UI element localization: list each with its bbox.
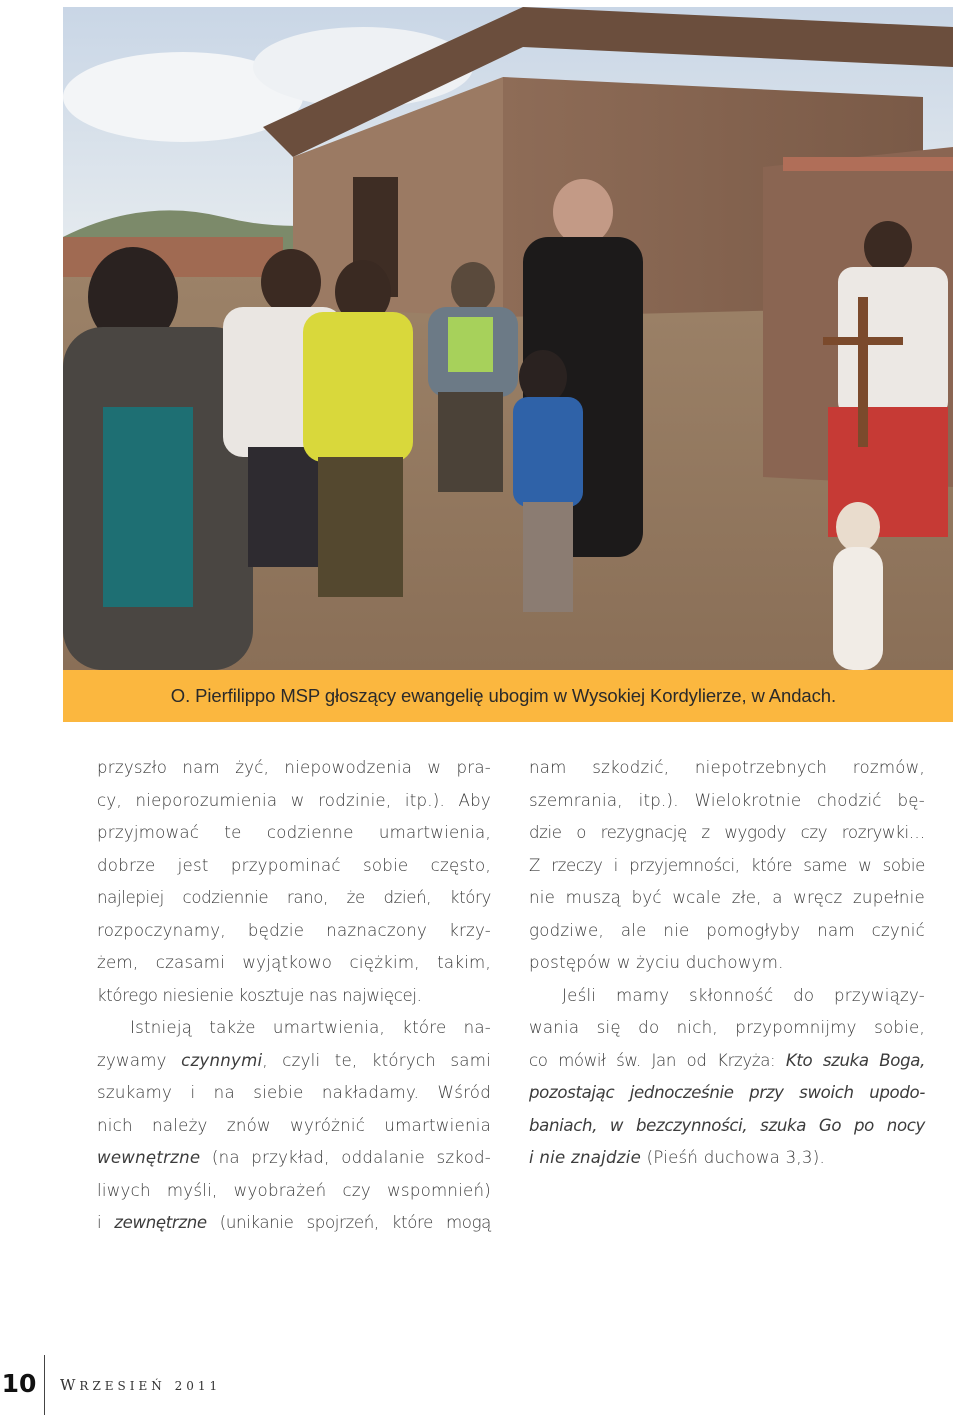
photo-image (63, 7, 953, 670)
paragraph-line (97, 1045, 491, 1078)
paragraph-line: wania się do nich, przypomnijmy sobie, (529, 1018, 925, 1037)
article-column-right (529, 752, 925, 1175)
paragraph-line: Jeśli mamy skłonność do przywiązy- (562, 985, 925, 1005)
article-photo (63, 7, 953, 670)
text-span: zywamy (97, 1050, 182, 1070)
paragraph-line: cy, nieporozumienia w rodzinie, itp.). Aby (97, 790, 491, 810)
paragraph-line: rozpoczynamy, będzie naznaczony krzy- (97, 920, 491, 940)
footer-divider (44, 1355, 45, 1415)
paragraph-line: przyszło nam żyć, niepowodzenia w pra- (97, 758, 491, 777)
issue-month: RZESIEŃ (79, 1379, 166, 1393)
italic-term: zewnętrzne (114, 1213, 207, 1232)
paragraph-line: godziwe, ale nie pomogłyby nam czynić (529, 920, 925, 940)
paragraph-line: przyjmować te codzienne umartwienia, (97, 823, 491, 842)
italic-quote: pozostając jednocześnie przy swoich upodo- (529, 1083, 925, 1102)
paragraph-line: postępów w życiu duchowym. (529, 953, 784, 972)
paragraph-line (529, 1077, 925, 1110)
italic-quote: i nie znajdzie (529, 1148, 642, 1167)
text-span: i (97, 1213, 115, 1232)
paragraph-line: najlepiej codziennie rano, że dzień, który (97, 888, 491, 907)
paragraph-line: szemrania, itp.). Wielokrotnie chodzić bę- (529, 790, 925, 810)
text-span: co mówił św. Jan od Krzyża: (529, 1050, 786, 1070)
paragraph-line: którego niesienie kosztuje nas najwięcej. (97, 985, 422, 1005)
text-span: (Pieśń duchowa 3,3). (641, 1148, 825, 1167)
paragraph-line (529, 1110, 925, 1143)
paragraph-line: Z rzeczy i przyjemności, które same w sobie (529, 855, 925, 875)
italic-term: wewnętrzne (97, 1148, 201, 1167)
issue-label (60, 1376, 221, 1394)
paragraph-line: nie muszą być wcale złe, a wręcz zupełnie (529, 888, 925, 907)
italic-quote: Kto szuka Boga, (785, 1050, 925, 1070)
paragraph-line (529, 1045, 925, 1078)
italic-term: czynnymi (181, 1050, 263, 1070)
text-span: , czyli te, których sami (262, 1050, 491, 1070)
paragraph-line: nich należy znów wyróżnić umartwienia (97, 1115, 491, 1135)
paragraph-line: szukamy i na siebie nakładamy. Wśród (97, 1083, 491, 1102)
text-span: (unikanie spojrzeń, które mogą (206, 1213, 492, 1232)
paragraph-line: żem, czasami wyjątkowo ciężkim, takim, (97, 953, 491, 972)
issue-initial: W (60, 1376, 80, 1394)
photo-caption-bar (63, 670, 953, 722)
paragraph-line (97, 1207, 491, 1240)
paragraph-line: dzie o rezygnację z wygody czy rozrywki… (529, 823, 925, 842)
photo-caption: O. Pierfilippo MSP głoszący ewangelię ubogim w Wysokiej Kordylierze, w Andach. (170, 685, 836, 706)
paragraph-line: nam szkodzić, niepotrzebnych rozmów, (529, 758, 925, 777)
text-span: (na przykład, oddalanie szkod- (200, 1148, 491, 1167)
paragraph-line: dobrze jest przypominać sobie często, (97, 855, 491, 875)
article-column-left (97, 752, 491, 1240)
paragraph-line: liwych myśli, wyobrażeń czy wspomnień) (97, 1180, 491, 1200)
issue-year: 2011 (174, 1379, 222, 1393)
paragraph-line (97, 1142, 491, 1175)
italic-quote: baniach, w bezczynności, szuka Go po nocy (529, 1115, 925, 1135)
page-number: 10 (1, 1369, 37, 1398)
paragraph-line: Istnieją także umartwienia, które na- (130, 1018, 491, 1037)
paragraph-line (529, 1142, 925, 1175)
